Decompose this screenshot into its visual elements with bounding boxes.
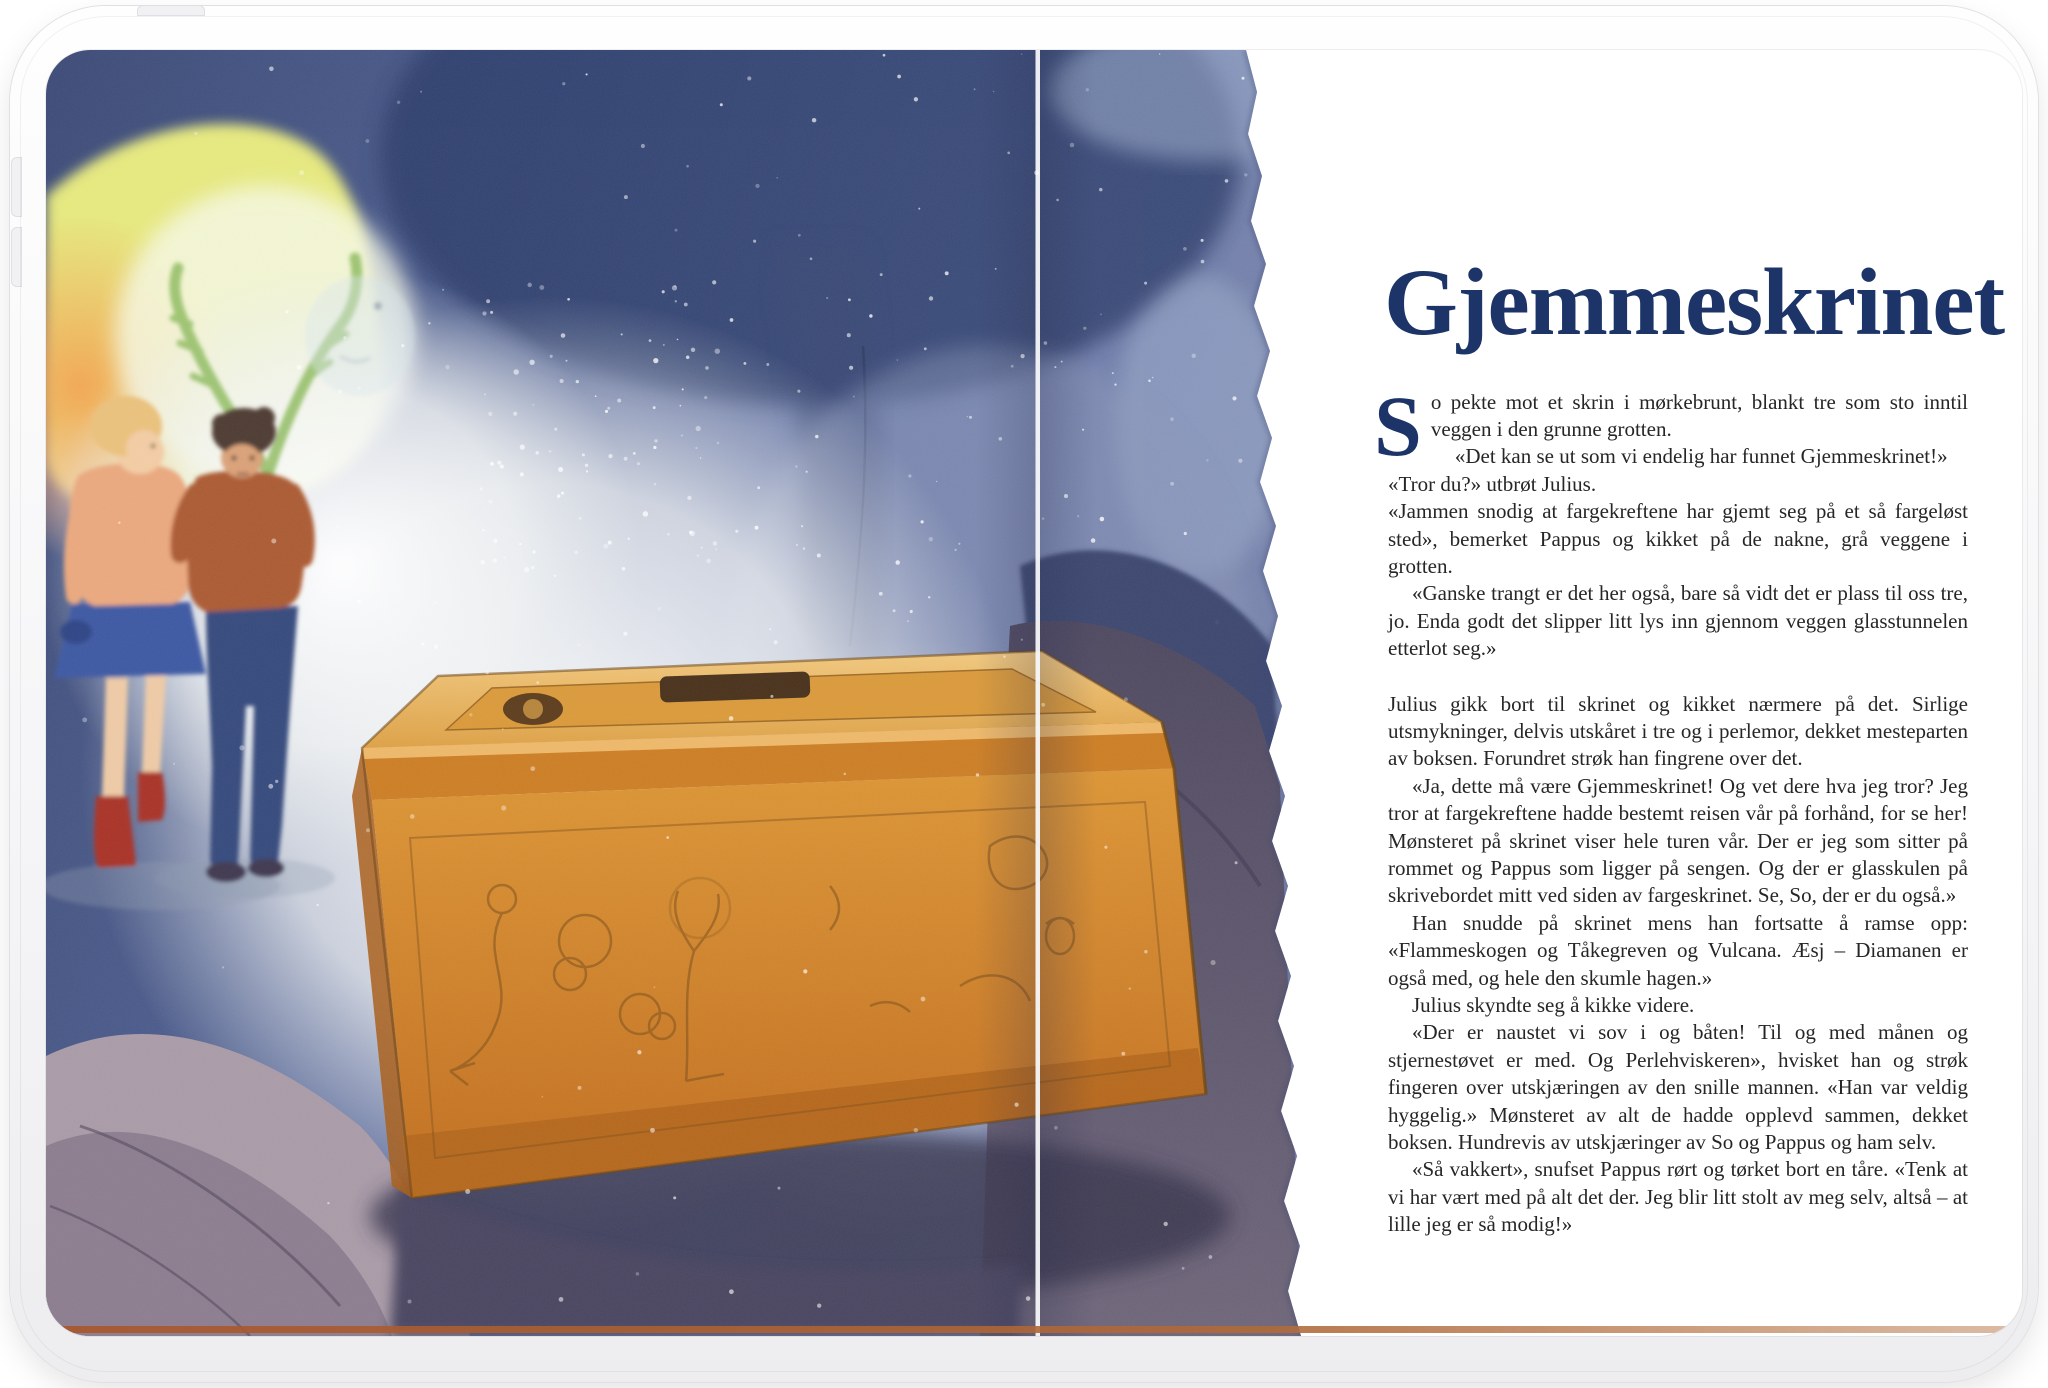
tablet-frame — [10, 6, 2038, 1382]
story-paragraph: Julius gikk bort til skrinet og kikket nærmere på det. Sirlige utsmykninger, delvis utskåret i tre og i perlemor, dekket mesteparten av boksen. Forundret strøk han fingrene over det. — [1388, 691, 1968, 771]
story-paragraph: «Jammen snodig at fargekreftene har gjemt seg på et så fargeløst sted», bemerket Pappus og kikket på de nakne, grå veggene i grotten. — [1388, 499, 1968, 578]
story-paragraph: «Der er naustet vi sov i og båten! Til og med månen og stjernestøvet er med. Og Perlehviskeren», hvisket han og strøk fingeren over utskjæringen av den snille mannen. «Han var veldig hyggelig.» Mønsteret av alt de hadde opplevd sammen, dekket boksen. Hundrevis av utskjæringer av So og Pappus og ham selv. — [1388, 1020, 1968, 1155]
volume-up-button[interactable] — [12, 158, 21, 216]
paper-grain-texture — [46, 50, 1306, 1336]
story-paragraph: «Tror du?» utbrøt Julius. — [1388, 471, 1597, 496]
story-paragraph: Han snudde på skrinet mens han fortsatte å ramse opp: «Flammeskogen og Tåkegreven og Vulcana. Æsj – Diamanen er også med, og hele den skumle hagen.» — [1388, 910, 1968, 990]
story-paragraph: «Så vakkert», snufset Pappus rørt og tørket bort en tåre. «Tenk at vi har vært med på alt det der. Jeg blir litt stolt av meg selv, altså – at lille jeg er så modig!» — [1388, 1157, 1968, 1237]
story-paragraph: Julius skyndte seg å kikke videre. — [1412, 993, 1695, 1018]
story-paragraph: «Ganske trangt er det her også, bare så vidt det er plass til oss tre, jo. Enda godt det slipper litt lys inn gjennom veggen glasstunnelen etterlot seg.» — [1388, 581, 1968, 661]
drop-cap: S — [1374, 377, 1422, 474]
tablet-screen[interactable] — [46, 50, 2022, 1336]
volume-down-button[interactable] — [12, 228, 21, 286]
story-paragraph: «Det kan se ut som vi endelig har funnet Gjemmeskrinet!» — [1454, 444, 1948, 469]
page-bottom-edge — [46, 1326, 2022, 1333]
story-page — [1374, 249, 2005, 1239]
story-paragraph: «Ja, dette må være Gjemmeskrinet! Og vet dere hva jeg tror? Jeg tror at fargekreftene hadde bestemt reisen vår på forhånd, for se her! Mønsteret på skrinet viser hele turen vår. Der er jeg som sitter på rommet og Pappus som ligger på sengen. Og der er glasskulen på skrivebordet mitt ved siden av fargeskrinet. Se, So, der er du også.» — [1388, 773, 1968, 908]
watercolor-artwork — [46, 50, 1370, 1336]
page-title: Gjemmeskrinet — [1384, 249, 2005, 355]
story-paragraph: So pekte mot et skrin i mørkebrunt, blankt tre som sto inntil veggen i den grunne grotten. — [1374, 377, 1968, 474]
power-button[interactable] — [138, 6, 204, 15]
